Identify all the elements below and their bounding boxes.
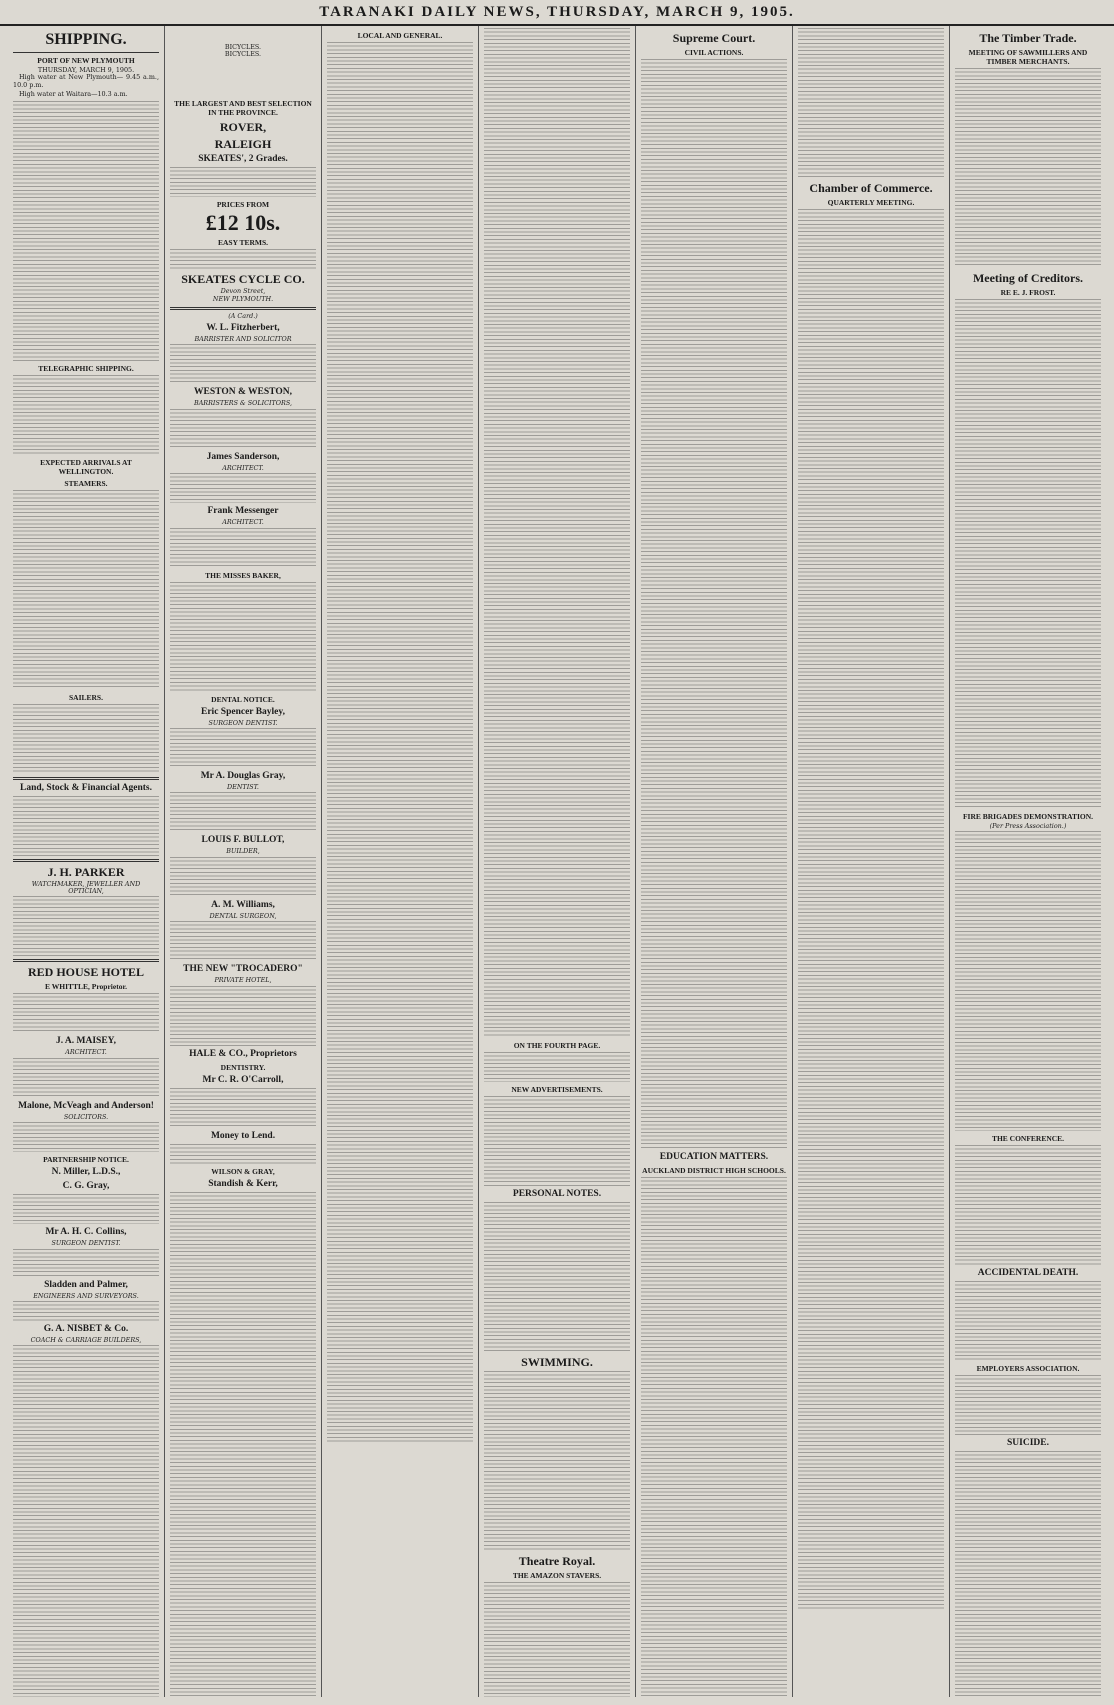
- sladden-heading: Sladden and Palmer,: [44, 1279, 128, 1290]
- text-block: [13, 1249, 159, 1277]
- divider: [170, 307, 316, 310]
- wilson-heading: WILSON & GRAY,: [211, 1166, 275, 1176]
- supreme-heading: Supreme Court.: [672, 31, 756, 45]
- collins-heading: Mr A. H. C. Collins,: [45, 1227, 127, 1238]
- fitzherbert-heading: W. L. Fitzherbert,: [206, 323, 280, 334]
- text-block: [327, 42, 473, 1442]
- partnership-heading: PARTNERSHIP NOTICE.: [43, 1155, 129, 1165]
- divider: [13, 52, 159, 53]
- sailers-heading: SAILERS.: [69, 692, 103, 702]
- port-heading: PORT OF NEW PLYMOUTH: [37, 56, 135, 65]
- auckland-heading: AUCKLAND DISTRICT HIGH SCHOOLS.: [642, 1166, 786, 1175]
- text-block: [170, 857, 316, 897]
- williams-heading: A. M. Williams,: [211, 899, 275, 910]
- easy-terms: EASY TERMS.: [217, 237, 268, 247]
- dentalsurgeon-sub: DENTAL SURGEON,: [209, 911, 277, 920]
- standish-heading: Standish & Kerr,: [208, 1178, 278, 1189]
- fourth-page-heading: ON THE FOURTH PAGE.: [513, 1041, 601, 1050]
- text-block: [13, 1345, 159, 1697]
- text-block: [955, 831, 1101, 1131]
- text-block: [484, 1052, 630, 1082]
- price-figure: £12 10s.: [205, 209, 281, 235]
- chamber-heading: Chamber of Commerce.: [809, 181, 933, 195]
- tide-line: High water at New Plymouth— 9.45 a.m., 10.0 p.m.: [13, 73, 159, 89]
- surgeon-sub: SURGEON DENTIST.: [51, 1239, 121, 1248]
- text-block: [13, 1058, 159, 1098]
- gray-heading: C. G. Gray,: [62, 1181, 110, 1192]
- creditors-heading: Meeting of Creditors.: [972, 271, 1084, 285]
- text-block: [641, 1177, 787, 1697]
- text-block: [13, 993, 159, 1033]
- text-block: [13, 101, 159, 361]
- text-block: [955, 1281, 1101, 1361]
- coachbuilders-sub: COACH & CARRIAGE BUILDERS,: [30, 1336, 142, 1345]
- text-block: [955, 1145, 1101, 1265]
- shipping-date: THURSDAY, MARCH 9, 1905.: [37, 66, 135, 74]
- malone-heading: Malone, McVeagh and Anderson!: [18, 1100, 154, 1111]
- baker-heading: THE MISSES BAKER,: [205, 570, 281, 580]
- text-block: [170, 986, 316, 1046]
- hale-heading: HALE & CO., Proprietors: [189, 1048, 297, 1059]
- text-block: [170, 409, 316, 449]
- surgeondentist-sub: SURGEON DENTIST.: [208, 718, 278, 727]
- shipping-heading: SHIPPING.: [45, 31, 127, 48]
- steamers-heading: STEAMERS.: [64, 478, 108, 488]
- conference-heading: THE CONFERENCE.: [991, 1134, 1065, 1144]
- text-block: [13, 1194, 159, 1224]
- theatre-heading: Theatre Royal.: [518, 1554, 596, 1568]
- dentist-sub: DENTIST.: [227, 783, 259, 792]
- barristers-sub: BARRISTERS & SOLICITORS,: [194, 399, 292, 408]
- timber-heading: The Timber Trade.: [979, 31, 1077, 45]
- text-block: [13, 1122, 159, 1152]
- masthead: [0, 0, 1114, 26]
- largest-heading: THE LARGEST AND BEST SELECTION IN THE PROVINCE.: [174, 98, 312, 117]
- column-5: [636, 26, 793, 1697]
- text-block: [955, 299, 1101, 809]
- accidental-heading: ACCIDENTAL DEATH.: [977, 1268, 1079, 1279]
- telegraphic-heading: TELEGRAPHIC SHIPPING.: [38, 363, 134, 373]
- douglasgray-heading: Mr A. Douglas Gray,: [200, 771, 286, 782]
- quarterly-heading: QUARTERLY MEETING.: [827, 198, 915, 207]
- text-block: [170, 249, 316, 269]
- weston-heading: WESTON & WESTON,: [194, 387, 292, 398]
- divider: [13, 959, 159, 962]
- bicycles-line: BICYCLES.: [224, 43, 262, 51]
- bayley-heading: Eric Spencer Bayley,: [201, 706, 285, 717]
- text-block: [798, 209, 944, 1609]
- privatehotel-sub: PRIVATE HOTEL,: [214, 976, 272, 985]
- solicitors-sub: SOLICITORS.: [63, 1112, 109, 1121]
- redhouse-heading: RED HOUSE HOTEL: [27, 965, 145, 980]
- text-block: [170, 1088, 316, 1128]
- dentistry-heading: DENTISTRY.: [220, 1062, 266, 1072]
- new-plymouth: NEW PLYMOUTH.: [212, 295, 274, 304]
- land-stock-heading: Land, Stock & Financial Agents.: [20, 782, 152, 793]
- text-block: [484, 1096, 630, 1186]
- column-1: [8, 26, 165, 1697]
- trocadero-heading: THE NEW "TROCADERO": [183, 964, 303, 975]
- parker-sub: WATCHMAKER, JEWELLER AND OPTICIAN,: [31, 879, 141, 896]
- column-6: [793, 26, 950, 1697]
- firebrigade-heading: FIRE BRIGADES DEMONSTRATION.: [962, 812, 1094, 821]
- text-block: [13, 375, 159, 455]
- employers-heading: EMPLOYERS ASSOCIATION.: [976, 1364, 1080, 1374]
- barrister-sub: BARRISTER AND SOLICITOR: [194, 335, 292, 344]
- expected-heading: EXPECTED ARRIVALS AT WELLINGTON.: [40, 457, 132, 476]
- whittle-heading: E WHITTLE, Proprietor.: [45, 982, 127, 992]
- masthead-title: TARANAKI DAILY NEWS, THURSDAY, MARCH 9, 1905.: [319, 3, 795, 20]
- miller-heading: N. Miller, L.D.S.,: [51, 1167, 121, 1178]
- text-block: [484, 1371, 630, 1551]
- text-block: [13, 896, 159, 956]
- column-3: [322, 26, 479, 1697]
- text-block: [170, 528, 316, 568]
- text-block: [170, 473, 316, 503]
- divider: [13, 859, 159, 862]
- raleigh-heading: RALEIGH: [214, 136, 272, 151]
- sanderson-heading: James Sanderson,: [206, 451, 280, 462]
- text-block: [170, 792, 316, 832]
- architect-sub: ARCHITECT.: [222, 518, 264, 527]
- text-block: [170, 1192, 316, 1697]
- text-block: [170, 344, 316, 384]
- text-block: [13, 490, 159, 690]
- text-block: [955, 68, 1101, 268]
- column-2: [165, 26, 322, 1697]
- press-assoc-line: (Per Press Association.): [989, 822, 1067, 830]
- amazon-heading: THE AMAZON STAVERS.: [512, 1571, 602, 1580]
- timber-meeting-heading: MEETING OF SAWMILLERS AND TIMBER MERCHANTS.: [968, 48, 1088, 66]
- text-block: [170, 921, 316, 961]
- engineers-sub: ENGINEERS AND SURVEYORS.: [33, 1291, 139, 1300]
- messenger-heading: Frank Messenger: [207, 506, 279, 517]
- text-block: [484, 1202, 630, 1352]
- bullot-heading: LOUIS F. BULLOT,: [201, 835, 285, 846]
- text-block: [484, 28, 630, 1038]
- text-block: [170, 728, 316, 768]
- text-block: [955, 1451, 1101, 1697]
- card-label: (A Card.): [228, 311, 258, 320]
- devon-street: Devon Street,: [220, 286, 266, 295]
- text-block: [170, 167, 316, 197]
- text-block: [955, 1375, 1101, 1435]
- bicycles-line: BICYCLES.: [224, 50, 262, 59]
- architect-sub: ARCHITECT.: [222, 463, 264, 472]
- swimming-heading: SWIMMING.: [521, 1355, 593, 1369]
- text-block: [13, 796, 159, 856]
- maisey-heading: J. A. MAISEY,: [55, 1036, 117, 1047]
- skeates-cycle-heading: SKEATES CYCLE CO.: [181, 271, 305, 286]
- personal-heading: PERSONAL NOTES.: [512, 1189, 602, 1199]
- column-4: [479, 26, 636, 1697]
- tide-line: High water at Waitara—10.3 a.m.: [19, 90, 128, 99]
- divider: [13, 777, 159, 780]
- text-block: [13, 1301, 159, 1321]
- local-general-heading: LOCAL AND GENERAL.: [357, 31, 443, 40]
- civil-heading: CIVIL ACTIONS.: [684, 48, 744, 57]
- money-heading: Money to Lend.: [210, 1130, 276, 1141]
- nisbet-heading: G. A. NISBET & Co.: [43, 1324, 129, 1335]
- builder-sub: BUILDER,: [226, 847, 260, 856]
- frost-heading: RE E. J. FROST.: [1000, 288, 1056, 297]
- architect-sub: ARCHITECT.: [65, 1048, 107, 1057]
- carroll-heading: Mr C. R. O'Carroll,: [202, 1074, 284, 1085]
- rover-heading: ROVER,: [219, 119, 267, 134]
- prices-heading: PRICES FROM: [216, 199, 270, 209]
- parker-heading: J. H. PARKER: [47, 864, 125, 879]
- text-block: [798, 28, 944, 178]
- advertisements-heading: NEW ADVERTISEMENTS.: [511, 1085, 603, 1094]
- dental-heading: DENTAL NOTICE.: [211, 694, 275, 704]
- text-block: [13, 704, 159, 774]
- text-block: [170, 1144, 316, 1164]
- text-block: [484, 1582, 630, 1697]
- skeates-heading: SKEATES', 2 Grades.: [198, 153, 288, 164]
- columns: [8, 26, 1106, 1697]
- text-block: [170, 582, 316, 692]
- text-block: [641, 59, 787, 1149]
- suicide-heading: SUICIDE.: [1007, 1438, 1049, 1449]
- column-7: [950, 26, 1106, 1697]
- education-heading: EDUCATION MATTERS.: [659, 1152, 769, 1162]
